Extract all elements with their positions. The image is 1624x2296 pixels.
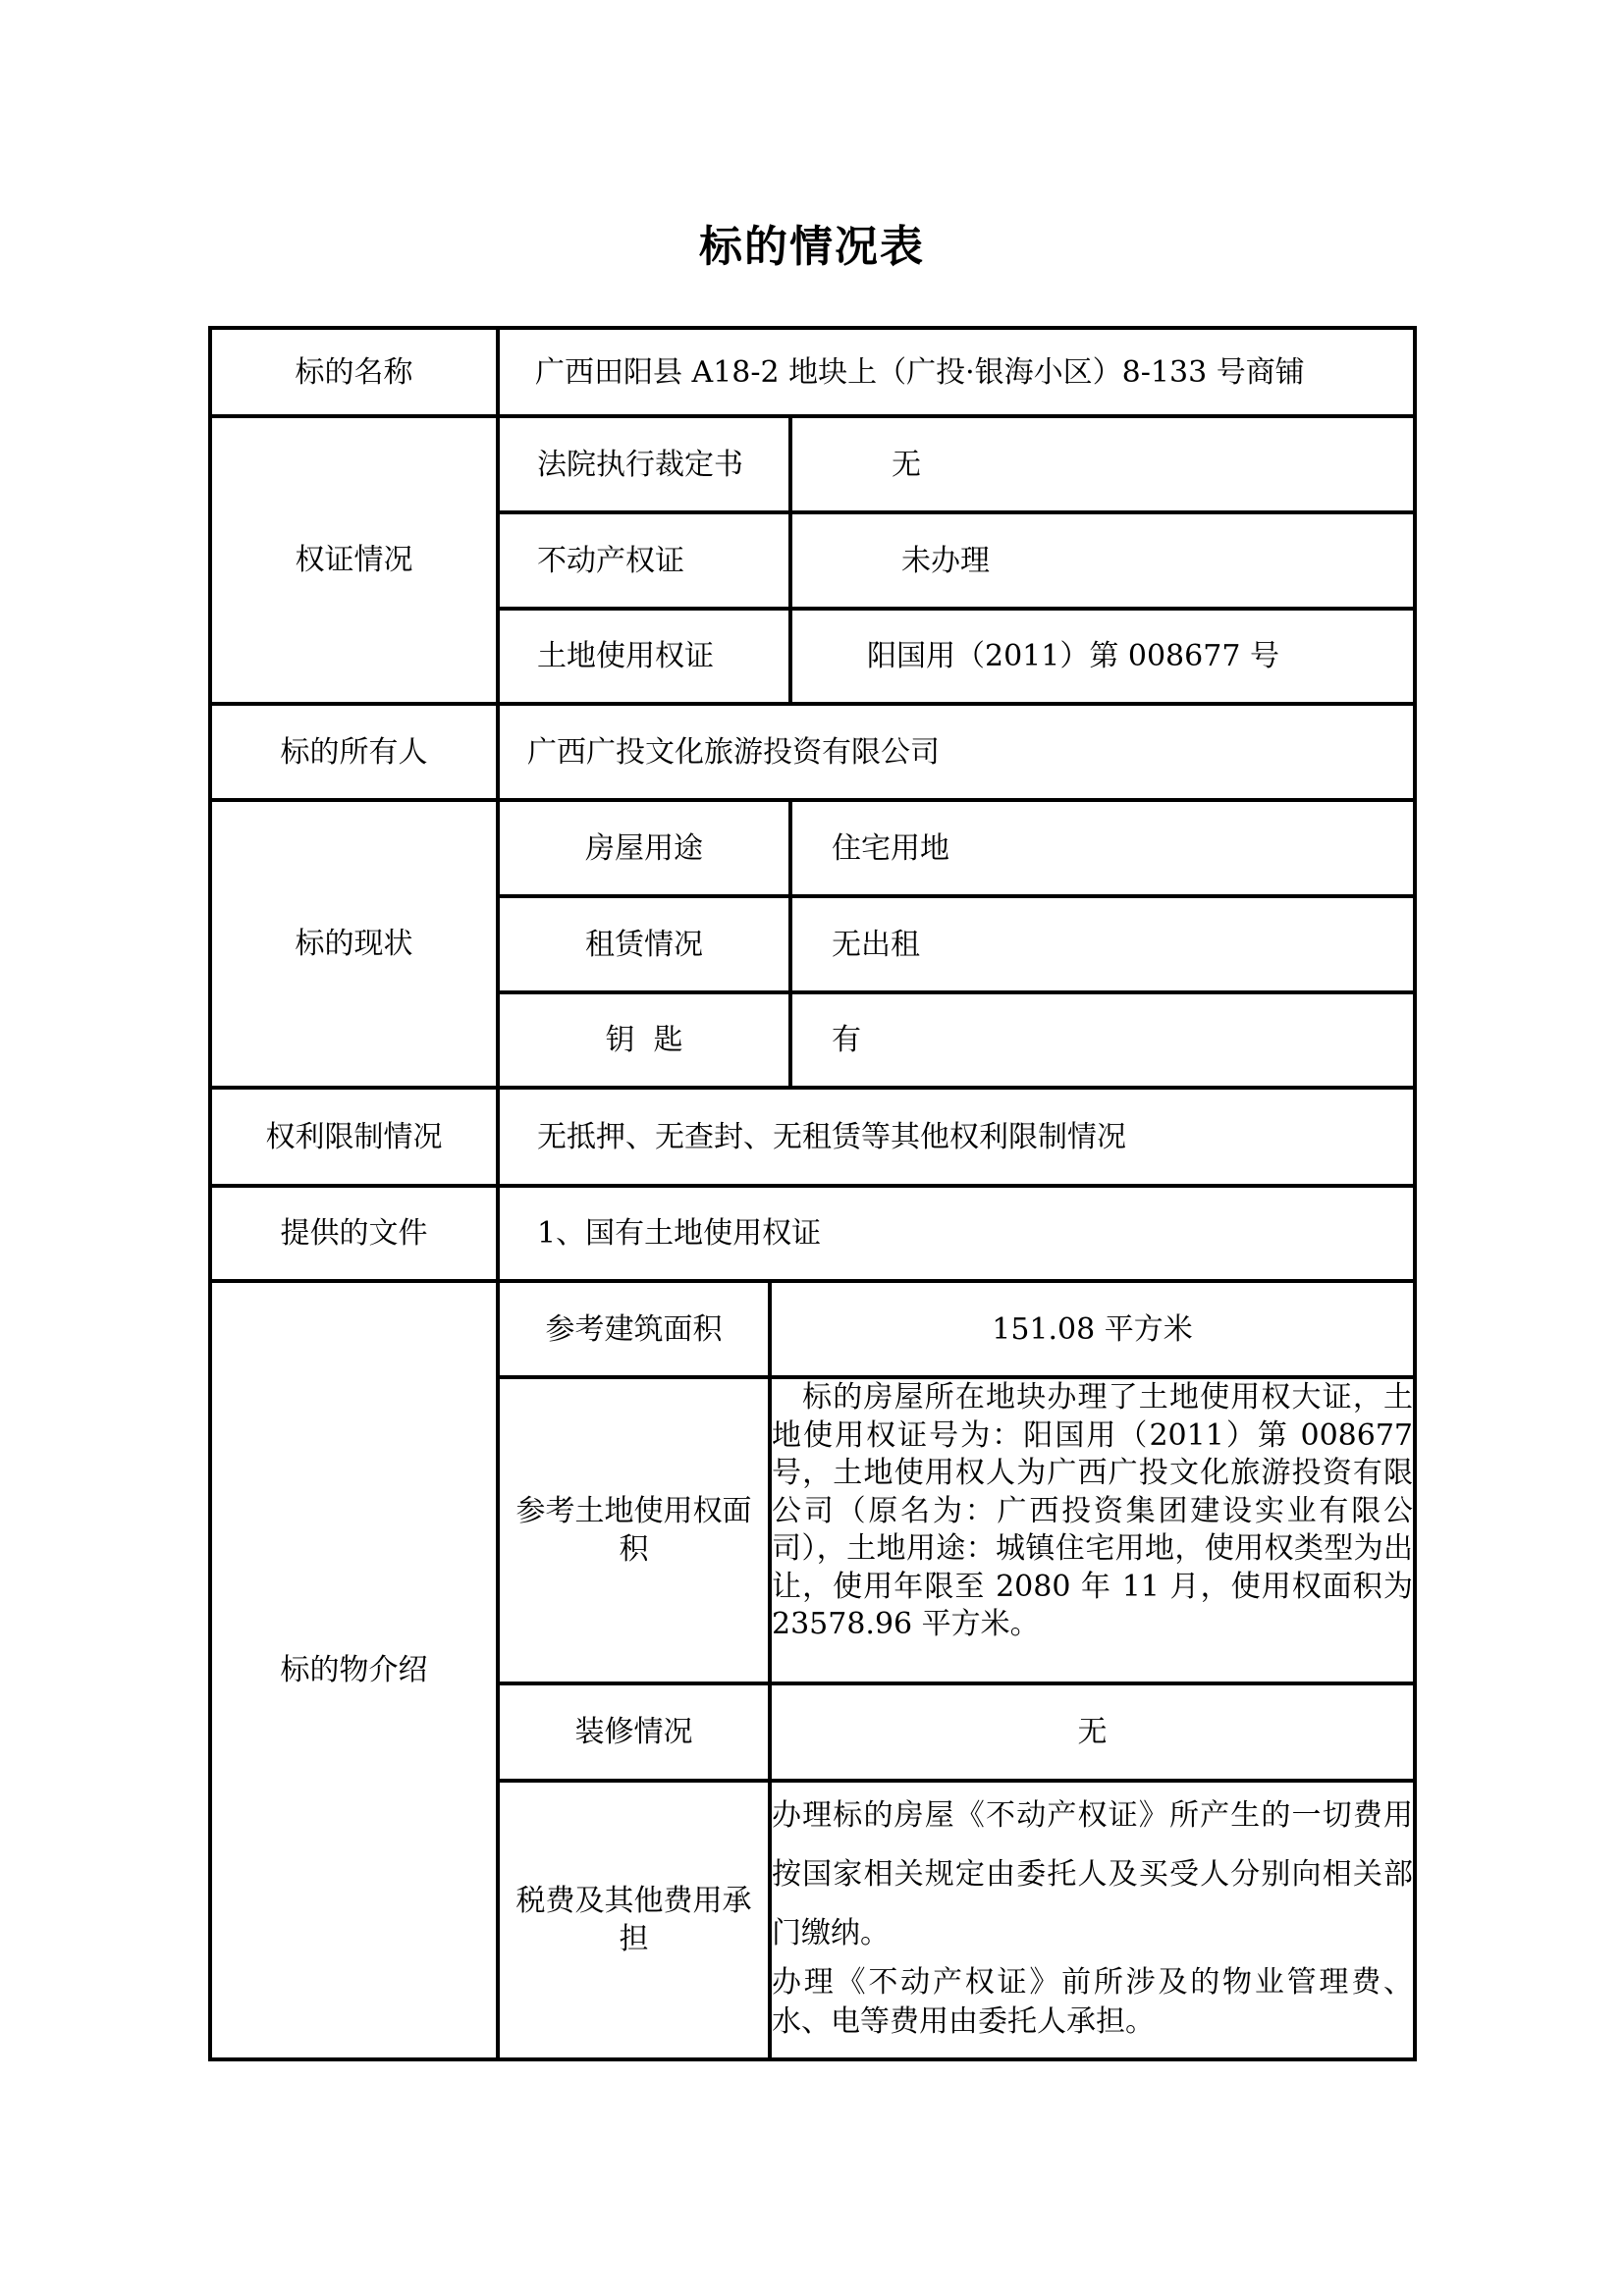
label-certificates: 权证情况 <box>295 543 413 577</box>
value-property-cert: 未办理 <box>901 543 990 578</box>
col-divider <box>788 414 792 704</box>
label-fees: 税费及其他费用承担 <box>515 1884 752 1956</box>
label-intro: 标的物介绍 <box>280 1653 428 1687</box>
label-court-ruling: 法院执行裁定书 <box>537 447 743 482</box>
label-building-area: 参考建筑面积 <box>545 1311 723 1347</box>
label-status: 标的现状 <box>295 927 413 961</box>
fees-paragraph-2: 办理《不动产权证》前所涉及的物业管理费、水、电等费用由委托人承担。 <box>772 1965 1413 2039</box>
value-court-ruling: 无 <box>892 447 921 482</box>
label-property-cert: 不动产权证 <box>537 543 684 578</box>
value-lease: 无出租 <box>832 927 920 962</box>
value-usage: 住宅用地 <box>832 830 949 866</box>
label-owner: 标的所有人 <box>280 734 428 770</box>
label-key: 钥 匙 <box>605 1023 683 1057</box>
fees-paragraph-1: 办理标的房屋《不动产权证》所产生的一切费用按国家相关规定由委托人及买受人分别向相关部门缴纳。 <box>772 1798 1413 1950</box>
value-documents: 1、国有土地使用权证 <box>537 1216 822 1251</box>
label-name: 标的名称 <box>295 354 413 390</box>
table-border-right <box>1413 326 1417 2061</box>
value-decoration: 无 <box>1077 1715 1108 1749</box>
label-decoration: 装修情况 <box>574 1715 693 1749</box>
label-usage: 房屋用途 <box>585 830 703 866</box>
label-documents: 提供的文件 <box>280 1216 428 1251</box>
col-divider <box>496 326 500 2061</box>
page-title: 标的情况表 <box>699 222 925 272</box>
value-fees <box>772 1783 1413 2057</box>
land-area-description: 标的房屋所在地块办理了土地使用权大证，土地使用权证号为：阳国用（2011）第 008677 号，土地使用权人为广西广投文化旅游投资有限公司（原名为：广西投资集团建设实业有限公司），土地用途：城镇住宅用地，使用权类型为出让，使用年限至 2080 年 11 月，使用权面积为 23578.96 平方米。 <box>772 1380 1413 1641</box>
value-key: 有 <box>832 1023 861 1057</box>
value-land-cert: 阳国用（2011）第 008677 号 <box>867 639 1279 673</box>
value-land-area <box>772 1379 1413 1682</box>
value-building-area: 151.08 平方米 <box>992 1311 1193 1347</box>
label-restrictions: 权利限制情况 <box>265 1119 443 1154</box>
value-name: 广西田阳县 A18-2 地块上（广投·银海小区）8-133 号商铺 <box>535 354 1305 390</box>
value-restrictions: 无抵押、无查封、无租赁等其他权利限制情况 <box>537 1119 1126 1154</box>
col-divider <box>788 798 792 1088</box>
label-lease: 租赁情况 <box>585 927 703 962</box>
table-border-bottom <box>210 2057 1417 2061</box>
label-land-cert: 土地使用权证 <box>537 639 714 673</box>
value-owner: 广西广投文化旅游投资有限公司 <box>527 734 940 770</box>
label-land-area: 参考土地使用权面积 <box>515 1494 752 1567</box>
